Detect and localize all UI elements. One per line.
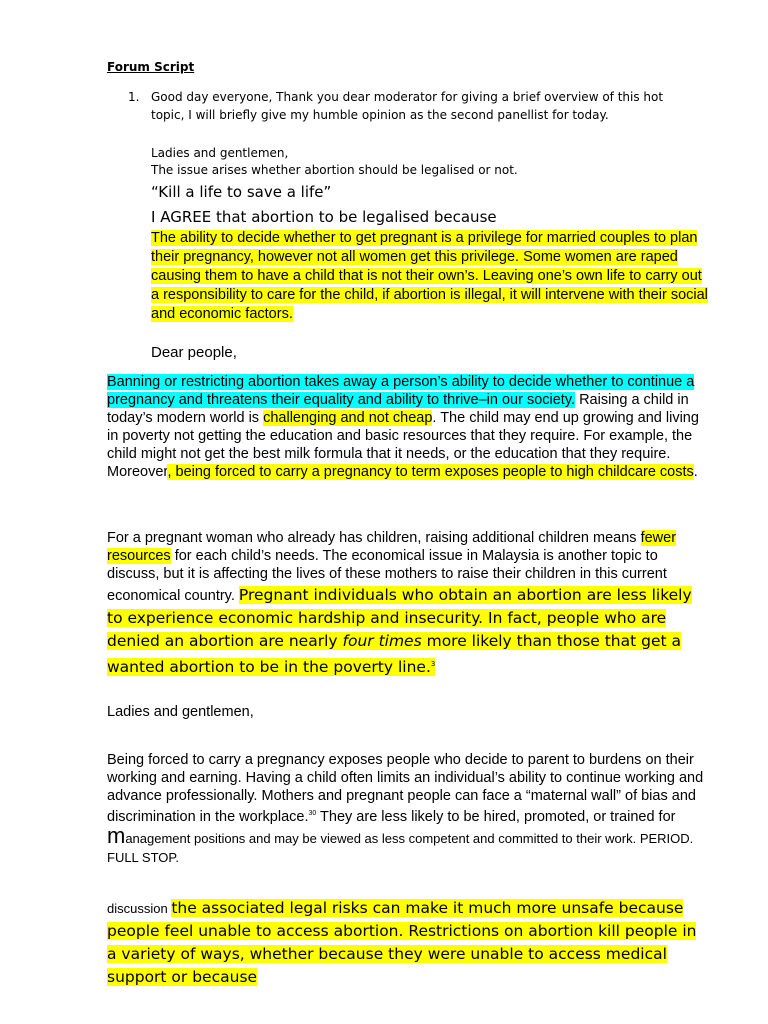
ladies-greeting-2: Ladies and gentlemen, bbox=[107, 704, 254, 720]
highlight-yellow-fewer-resources: fewer resources bbox=[107, 530, 677, 564]
poverty-text-a: Pregnant individuals who obtain an abortion are less likely to experience economic hardship and insecurity. In fact, people who are denied an abortion are nearly bbox=[107, 585, 692, 650]
highlight-cyan: Banning or restricting abortion takes away a person’s ability to decide whether to continue a pregnancy and threatens their equality and ability to thrive–in our society. bbox=[107, 374, 695, 408]
highlight-yellow-challenging: challenging and not cheap bbox=[263, 409, 433, 426]
highlight-yellow: The ability to decide whether to get pregnant is a privilege for married couples to plan their pregnancy, however not all women get this privilege. Some women are raped causing them to have a child that is not their own’s. Leaving one’s own life to carry out a responsibility to care for the child, if abortion is illegal, it will intervene with their social and economic factors. bbox=[151, 230, 708, 322]
poverty-text-b: more likely than those that get a wanted abortion to be in the poverty line. bbox=[107, 631, 682, 676]
agree-line: I AGREE that abortion to be legalised because bbox=[151, 208, 497, 226]
list-number: 1. bbox=[128, 90, 140, 104]
pregnant-text-1: For a pregnant woman who already has children, raising additional children means bbox=[107, 530, 641, 546]
footnote-marker: 3 bbox=[430, 659, 436, 668]
forced-text-3: anagement positions and may be viewed as less competent and committed to their work. PERIOD. FULL STOP. bbox=[107, 831, 694, 865]
ability-paragraph bbox=[151, 229, 711, 324]
banning-paragraph bbox=[107, 374, 707, 481]
pregnant-woman-paragraph bbox=[107, 530, 707, 679]
greeting-block bbox=[151, 145, 711, 179]
banning-text-2: . The child may end up growing and living in poverty not getting the education and basic resources that they require. For example, the child might not get the best milk formula that it needs, or the education that they require. Moreover bbox=[107, 409, 699, 480]
page-title: Forum Script bbox=[107, 60, 195, 74]
ladies-greeting: Ladies and gentlemen, bbox=[151, 146, 289, 160]
list-item-1 bbox=[128, 88, 698, 124]
discussion-prefix: discussion bbox=[107, 901, 172, 916]
footnote-marker-30: 30 bbox=[308, 810, 317, 818]
big-m-letter: m bbox=[107, 823, 126, 849]
forced-text-1: Being forced to carry a pregnancy exposes people who decide to parent to burdens on their working and earning. Having a child often limits an individual’s ability to continue working and advance professionally. Mothers and pregnant people can face a “maternal wall” of bias and discrimination in the workplace. bbox=[107, 752, 704, 826]
pregnant-text-2: for each child’s needs. The economical issue in Malaysia is another topic to discuss, but it is affecting the lives of these mothers to raise their children in this current economical country. bbox=[107, 547, 667, 604]
issue-statement: The issue arises whether abortion should be legalised or not. bbox=[151, 163, 518, 177]
forced-paragraph bbox=[107, 752, 707, 868]
four-times-italic: four times bbox=[342, 631, 422, 650]
forced-text-2: They are less likely to be hired, promoted, or trained for bbox=[316, 809, 676, 826]
highlight-yellow-childcare: , being forced to carry a pregnancy to term exposes people to high childcare costs bbox=[167, 463, 694, 480]
dear-people-line: Dear people, bbox=[151, 344, 237, 361]
banning-text-3: . bbox=[693, 463, 698, 480]
highlight-yellow-discussion: the associated legal risks can make it much more unsafe because people feel unable to access abortion. Restrictions on abortion kill people in a variety of ways, whether because they were unable to access medical support or because bbox=[107, 899, 697, 986]
list-item-text: Good day everyone, Thank you dear moderator for giving a brief overview of this hot topic, I will briefly give my humble opinion as the second panellist for today. bbox=[151, 90, 664, 122]
discussion-paragraph bbox=[107, 897, 707, 989]
banning-text-1: Raising a child in today’s modern world is bbox=[107, 391, 689, 426]
quote-line: “Kill a life to save a life” bbox=[151, 183, 332, 201]
